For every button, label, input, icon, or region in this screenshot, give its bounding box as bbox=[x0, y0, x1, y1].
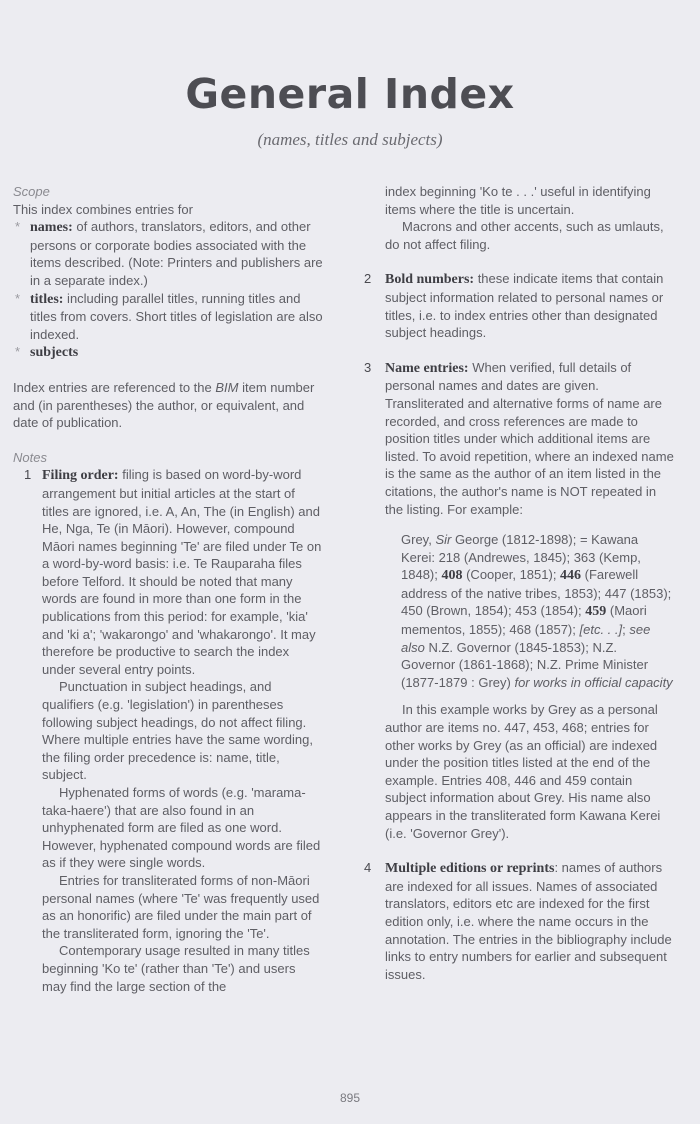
page-subtitle: (names, titles and subjects) bbox=[257, 130, 443, 149]
bullet-term: titles: bbox=[30, 291, 64, 307]
note-text: When verified, full details of personal names and dates are given. Transliterated and alternative forms of name are recorded, and cross references are made to position titles under which additional items are listed. To avoid repetition, where an indexed name is the same as the author of an item listed in the citations, the author's name is NOT repeated in the listing. For example: bbox=[385, 359, 674, 517]
note-number: 2 bbox=[364, 271, 372, 287]
bim-abbreviation: BIM bbox=[215, 379, 239, 395]
note-number: 4 bbox=[364, 860, 372, 876]
example-entry: Grey, Sir George (1812-1898); = Kawana Kerei: 218 (Andrewes, 1845); 363 (Kemp, 1848); 408 (Cooper, 1851); 446 (Farewell address of the native tribes, 1853); 447 (1853); 450 (Brown, 1854); 453 (1854); 459 (Maori mementos, 1855); 468 (1857); [etc. . .]; see also N.Z. Governor (1845-1853); N.Z. Governor (1861-1868); N.Z. Prime Minister (1877-1879 : Grey) for works in official capacity bbox=[401, 532, 673, 690]
note-filing-order-continued bbox=[364, 183, 674, 253]
notes-label: Notes bbox=[13, 449, 47, 465]
note-term: Bold numbers: bbox=[385, 272, 475, 288]
note-paragraph: Hyphenated forms of words (e.g. 'marama-taka-haere') that are also found in an unhyphenated form are filed as one word. However, hyphenated compound words are filed as if they were single words. bbox=[42, 785, 321, 871]
left-column bbox=[13, 183, 323, 995]
bullet-item-subjects bbox=[13, 343, 323, 362]
bullet-marker: * bbox=[15, 290, 21, 306]
note-term: Multiple editions or reprints bbox=[385, 861, 555, 877]
bullet-marker: * bbox=[15, 219, 21, 235]
bullet-text: of authors, translators, editors, and other persons or corporate bodies associated with the items described. (Note: Printers and publishers are in a separate index.) bbox=[30, 219, 323, 288]
note-text: filing is based on word-by-word arrangement but initial articles at the start of titles are ignored, i.e. A, An, The (in English) and He, Nga, Te (in Māori). However, compound Māori names beginning 'Te' are filed under Te on a word-by-word basis: i.e. Te Rauparaha files before Telford. It should be noted that many words are found in more than one form in the publications from this period: for example, 'kia' and 'ki a'; 'wakarongo' and 'whakarongo'. It may therefore be productive to search the index under several entry points. bbox=[42, 467, 322, 677]
reference-paragraph: Index entries are referenced to the BIM item number and (in parentheses) the author, or equivalent, and date of publication. bbox=[13, 379, 315, 431]
note-term: Filing order: bbox=[42, 468, 119, 484]
note-text: these indicate items that contain subject information related to personal names or titles, i.e. to index entries other than designated subject headings. bbox=[385, 271, 664, 341]
page-number: 895 bbox=[339, 1091, 361, 1105]
note-number: 1 bbox=[24, 467, 32, 483]
note-text: : names of authors are indexed for all issues. Names of associated translators, editors etc are indexed for the first edition only, i.e. where the name occurs in the annotation. The entries in the bibliography include links to entry numbers for earlier and subsequent issues. bbox=[385, 860, 672, 982]
bullet-marker: * bbox=[15, 344, 21, 360]
note-name-entries bbox=[364, 359, 674, 842]
note-bold-numbers bbox=[364, 270, 674, 341]
note-paragraph: Entries for transliterated forms of non-Māori personal names (where 'Te' was frequently used as an honorific) are filed under the main part of the transliterated form, ignoring the 'Te'. bbox=[42, 872, 320, 941]
page-title: General Index bbox=[185, 70, 515, 118]
bullet-item-titles bbox=[13, 290, 323, 344]
bullet-term: subjects bbox=[30, 345, 79, 361]
bullet-term: names: bbox=[30, 220, 73, 236]
note-paragraph: Contemporary usage resulted in many titles beginning 'Ko te' (rather than 'Te') and users may find the large section of the bbox=[42, 943, 310, 994]
continuation-text: index beginning 'Ko te . . .' useful in identifying items where the title is uncertain. bbox=[385, 184, 651, 217]
scope-intro: This index combines entries for bbox=[13, 201, 193, 217]
right-column bbox=[364, 183, 674, 983]
scope-label: Scope bbox=[13, 184, 50, 199]
note-multiple-editions bbox=[364, 859, 674, 983]
continuation-paragraph: Macrons and other accents, such as umlauts, do not affect filing. bbox=[385, 219, 664, 252]
bullet-item-names bbox=[13, 218, 323, 289]
note-filing-order bbox=[13, 466, 323, 995]
note-number: 3 bbox=[364, 359, 372, 375]
example-explanation: In this example works by Grey as a personal author are items no. 447, 453, 468; entries for other works by Grey (as an official) are indexed under the position titles listed at the end of the example. Entries 408, 446 and 459 contain subject information about Grey. His name also appears in the transliterated form Kawana Kerei (i.e. 'Governor Grey'). bbox=[385, 702, 661, 841]
bullet-text: including parallel titles, running titles and titles from covers. Short titles of legislation are also indexed. bbox=[30, 290, 323, 342]
note-term: Name entries: bbox=[385, 360, 469, 376]
note-paragraph: Punctuation in subject headings, and qualifiers (e.g. 'legislation') in parentheses following subject headings, do not affect filing. Where multiple entries have the same wording, the filing order precedence is: name, title, subject. bbox=[42, 679, 313, 783]
